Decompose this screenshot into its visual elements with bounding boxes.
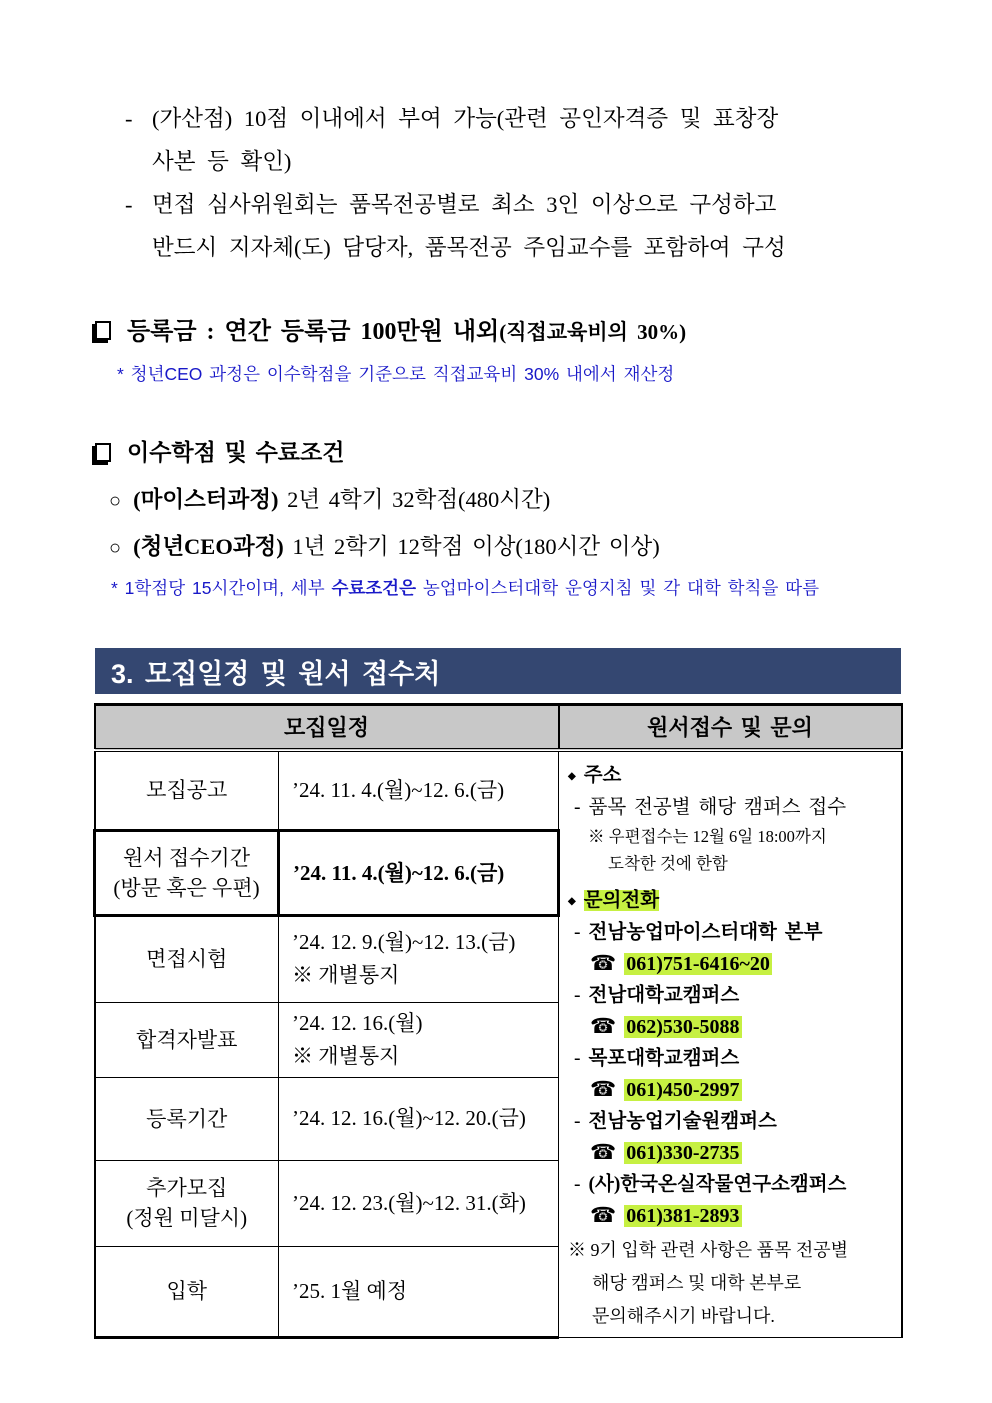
schedule-date-cell bbox=[279, 750, 559, 831]
phone-number: 061)450-2997 bbox=[626, 1078, 740, 1101]
schedule-label: 원서 접수기간 bbox=[123, 846, 250, 871]
schedule-label: 추가모집 bbox=[146, 1176, 228, 1201]
address-note: ※ 우편접수는 12월 6일 18:00까지 bbox=[588, 826, 827, 846]
schedule-date-cell bbox=[279, 1077, 559, 1160]
table-header-row bbox=[95, 705, 902, 750]
contact-entry-name-line bbox=[568, 917, 895, 948]
schedule-note: ※ 개별통지 bbox=[292, 1043, 400, 1068]
contact-entry-name: 목포대학교캠퍼스 bbox=[588, 1047, 740, 1069]
checkbox-icon bbox=[95, 443, 111, 462]
table-header-schedule: 모집일정 bbox=[95, 705, 559, 750]
schedule-label: 면접시험 bbox=[146, 947, 228, 972]
schedule-date: ’25. 1월 예정 bbox=[292, 1278, 408, 1303]
section-header-bar bbox=[95, 648, 901, 694]
contact-phone-line bbox=[590, 1074, 895, 1106]
credit-items bbox=[109, 477, 922, 571]
note-line: 면접 심사위원회는 품목전공별로 최소 3인 이상으로 구성하고 bbox=[152, 192, 777, 217]
dash-bullet: - bbox=[574, 921, 581, 943]
address-label: 주소 bbox=[583, 764, 622, 786]
address-heading bbox=[568, 760, 895, 792]
top-notes bbox=[95, 97, 922, 269]
credit-item bbox=[109, 477, 922, 524]
dash-bullet: - bbox=[125, 106, 133, 131]
credits-title: 이수학점 및 수료조건 bbox=[127, 440, 345, 465]
contact-entry-name-line bbox=[568, 1106, 895, 1137]
address-text: 품목 전공별 해당 캠퍼스 접수 bbox=[588, 796, 847, 818]
tuition-title-text: 등록금 : 연간 등록금 100만원 내외 bbox=[127, 319, 500, 345]
table-header-contact: 원서접수 및 문의 bbox=[559, 705, 902, 750]
schedule-date: ’24. 11. 4.(월)~12. 6.(금) bbox=[293, 860, 505, 885]
contact-cell bbox=[559, 750, 902, 1338]
phone-icon: ☎ bbox=[590, 1076, 617, 1101]
schedule-label-cell bbox=[95, 1002, 279, 1077]
contact-footer-line: 문의해주시기 바랍니다. bbox=[592, 1305, 775, 1326]
credit-item bbox=[109, 524, 922, 571]
tuition-title bbox=[127, 315, 686, 349]
schedule-date-cell bbox=[279, 1246, 559, 1337]
circle-bullet-icon: ○ bbox=[109, 537, 122, 559]
schedule-label: 합격자발표 bbox=[136, 1027, 238, 1052]
contact-phone-line bbox=[590, 1137, 895, 1169]
dash-bullet: - bbox=[574, 1110, 581, 1132]
credit-item-text: 2년 4학기 32학점(480시간) bbox=[278, 487, 551, 512]
schedule-label: 모집공고 bbox=[146, 778, 228, 803]
dash-bullet: - bbox=[574, 1173, 581, 1195]
checkbox-icon bbox=[95, 321, 111, 340]
contact-phone-line bbox=[590, 1011, 895, 1043]
note-line: 사본 등 확인) bbox=[152, 149, 292, 174]
tuition-title-paren: (직접교육비의 30%) bbox=[499, 320, 687, 344]
schedule-label-cell bbox=[95, 750, 279, 831]
note-line: 반드시 지자체(도) 담당자, 품목전공 주임교수를 포함하여 구성 bbox=[152, 235, 786, 260]
schedule-date-cell bbox=[279, 1002, 559, 1077]
schedule-label-cell bbox=[95, 1160, 279, 1246]
footnote-bold: 수료조건은 bbox=[331, 578, 416, 598]
contact-footer-line: 해당 캠퍼스 및 대학 본부로 bbox=[592, 1272, 802, 1293]
dash-bullet: - bbox=[125, 192, 133, 217]
credit-item-course: (마이스터과정) bbox=[133, 487, 279, 512]
dash-bullet: - bbox=[574, 1047, 581, 1069]
phone-number: 062)530-5088 bbox=[626, 1015, 740, 1038]
circle-bullet-icon: ○ bbox=[109, 490, 122, 512]
contact-entry-name-line bbox=[568, 1169, 895, 1200]
contact-entry-name: 전남농업마이스터대학 본부 bbox=[588, 921, 823, 943]
spacer bbox=[568, 877, 895, 885]
section-title: 3. 모집일정 및 원서 접수처 bbox=[111, 658, 441, 689]
schedule-date-cell bbox=[279, 831, 559, 916]
phone-icon: ☎ bbox=[590, 1202, 617, 1227]
phone-icon: ☎ bbox=[590, 1139, 617, 1164]
credit-item-course: (청년CEO과정) bbox=[133, 534, 284, 559]
contact-entry-name-line bbox=[568, 1043, 895, 1074]
schedule-label-cell bbox=[95, 1077, 279, 1160]
contact-phone-line bbox=[590, 1200, 895, 1232]
schedule-date: ’24. 12. 16.(월)~12. 20.(금) bbox=[292, 1106, 526, 1131]
contact-entry-name: 전남대학교캠퍼스 bbox=[588, 984, 740, 1006]
phone-heading bbox=[568, 885, 895, 917]
phone-number: 061)751-6416~20 bbox=[626, 952, 770, 975]
footnote-post: 농업마이스터대학 운영지침 및 각 대학 학칙을 따름 bbox=[416, 578, 820, 598]
dash-bullet: - bbox=[574, 796, 581, 818]
schedule-date-cell bbox=[279, 916, 559, 1002]
tuition-heading bbox=[95, 315, 922, 349]
contact-entry-name-line bbox=[568, 980, 895, 1011]
address-note: 도착한 것에 한함 bbox=[608, 853, 728, 873]
phone-label-highlight: 문의전화 bbox=[583, 889, 660, 911]
table-row-announcement bbox=[95, 750, 902, 831]
schedule-table bbox=[93, 703, 903, 1339]
credits-section bbox=[95, 437, 922, 601]
phone-number: 061)381-2893 bbox=[626, 1204, 740, 1227]
note-line: (가산점) 10점 이내에서 부여 가능(관련 공인자격증 및 표창장 bbox=[152, 106, 779, 131]
footnote-pre: * 1학점당 15시간이며, 세부 bbox=[111, 578, 332, 598]
contact-entry-name: (사)한국온실작물연구소캠퍼스 bbox=[588, 1173, 847, 1195]
schedule-note: ※ 개별통지 bbox=[292, 963, 400, 988]
schedule-label-cell bbox=[95, 831, 279, 916]
schedule-label: 등록기간 bbox=[146, 1106, 228, 1131]
schedule-sublabel: (정원 미달시) bbox=[126, 1206, 248, 1231]
address-line bbox=[568, 792, 895, 823]
schedule-label: 입학 bbox=[166, 1279, 208, 1304]
schedule-date-cell bbox=[279, 1160, 559, 1246]
phone-number: 061)330-2735 bbox=[626, 1141, 740, 1164]
schedule-sublabel: (방문 혹은 우편) bbox=[113, 876, 260, 901]
credits-heading bbox=[95, 437, 922, 469]
tuition-section bbox=[95, 315, 922, 387]
credits-footnote bbox=[111, 575, 922, 601]
contact-entry-name: 전남농업기술원캠퍼스 bbox=[588, 1110, 777, 1132]
tuition-footnote: * 청년CEO 과정은 이수학점을 기준으로 직접교육비 30% 내에서 재산정 bbox=[117, 364, 675, 384]
phone-icon: ☎ bbox=[590, 950, 617, 975]
schedule-date: ’24. 11. 4.(월)~12. 6.(금) bbox=[292, 777, 505, 802]
diamond-bullet-icon: ◆ bbox=[568, 895, 576, 907]
schedule-date: ’24. 12. 23.(월)~12. 31.(화) bbox=[292, 1190, 526, 1215]
schedule-label-cell bbox=[95, 1246, 279, 1337]
contact-content bbox=[568, 760, 895, 1331]
contact-footer-line: ※ 9기 입학 관련 사항은 품목 전공별 bbox=[568, 1239, 849, 1260]
dash-bullet: - bbox=[574, 984, 581, 1006]
schedule-date: ’24. 12. 16.(월) bbox=[292, 1010, 423, 1035]
schedule-date: ’24. 12. 9.(월)~12. 13.(금) bbox=[292, 930, 516, 955]
phone-icon: ☎ bbox=[590, 1013, 617, 1038]
schedule-label-cell bbox=[95, 916, 279, 1002]
note-item bbox=[95, 97, 922, 183]
contact-phone-line bbox=[590, 948, 895, 980]
credit-item-text: 1년 2학기 12학점 이상(180시간 이상) bbox=[283, 534, 660, 559]
diamond-bullet-icon: ◆ bbox=[568, 770, 576, 782]
note-item bbox=[95, 183, 922, 269]
